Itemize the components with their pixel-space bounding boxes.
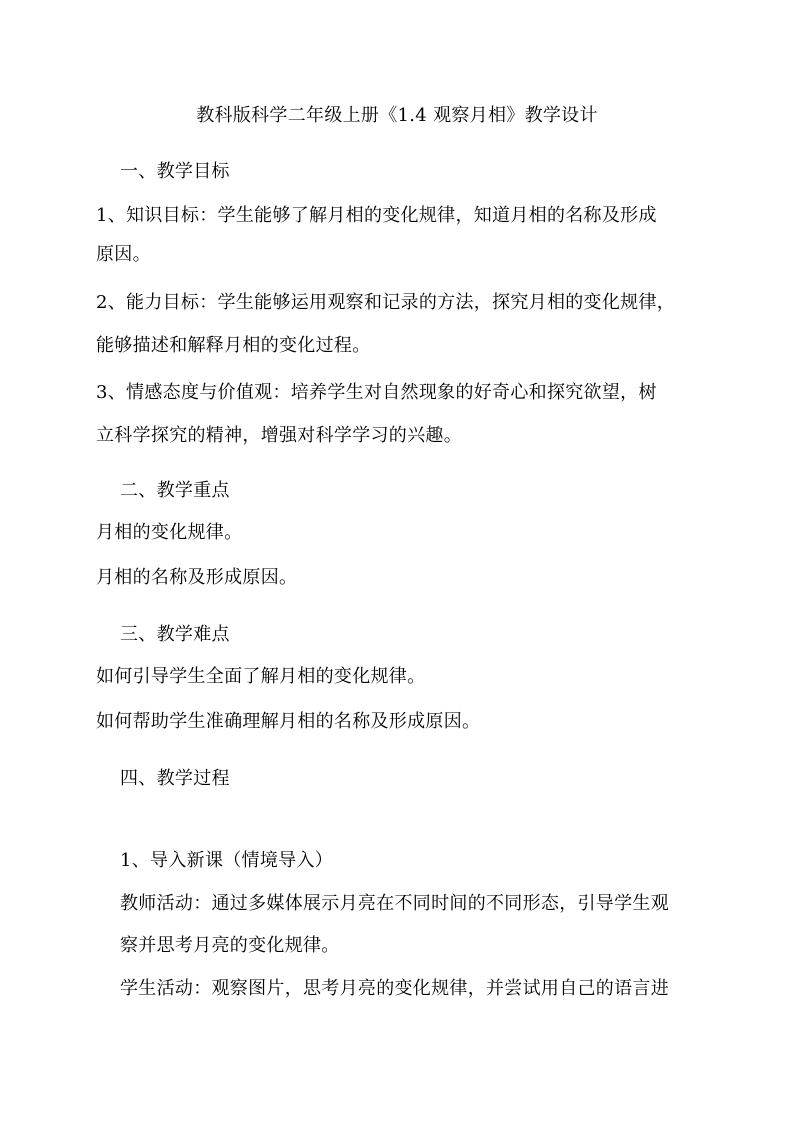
step-1-heading: 1、导入新课（情境导入） xyxy=(120,850,334,871)
objective-1-line-1: 1、知识目标：学生能够了解月相的变化规律，知道月相的名称及形成 xyxy=(96,205,657,226)
difficulty-1: 如何引导学生全面了解月相的变化规律。 xyxy=(96,666,426,687)
key-point-1: 月相的变化规律。 xyxy=(96,522,243,543)
objectives-heading: 一、教学目标 xyxy=(120,161,230,182)
objective-2-line-2: 能够描述和解释月相的变化过程。 xyxy=(96,335,371,356)
student-activity-line-1: 学生活动：观察图片，思考月亮的变化规律，并尝试用自己的语言进 xyxy=(120,978,669,999)
key-point-2: 月相的名称及形成原因。 xyxy=(96,567,298,588)
difficulties-heading: 三、教学难点 xyxy=(120,624,230,645)
key-points-heading: 二、教学重点 xyxy=(120,480,230,501)
document-title: 教科版科学二年级上册《1.4 观察月相》教学设计 xyxy=(196,105,598,126)
objective-3-line-1: 3、情感态度与价值观：培养学生对自然现象的好奇心和探究欲望，树 xyxy=(96,382,657,403)
objective-2-line-1: 2、能力目标：学生能够运用观察和记录的方法，探究月相的变化规律， xyxy=(96,292,676,313)
teacher-activity-line-1: 教师活动：通过多媒体展示月亮在不同时间的不同形态，引导学生观 xyxy=(120,893,669,914)
objective-3-line-2: 立科学探究的精神，增强对科学学习的兴趣。 xyxy=(96,425,462,446)
process-heading: 四、教学过程 xyxy=(120,768,230,789)
difficulty-2: 如何帮助学生准确理解月相的名称及形成原因。 xyxy=(96,711,481,732)
objective-1-line-2: 原因。 xyxy=(96,244,151,265)
teacher-activity-line-2: 察并思考月亮的变化规律。 xyxy=(120,935,340,956)
